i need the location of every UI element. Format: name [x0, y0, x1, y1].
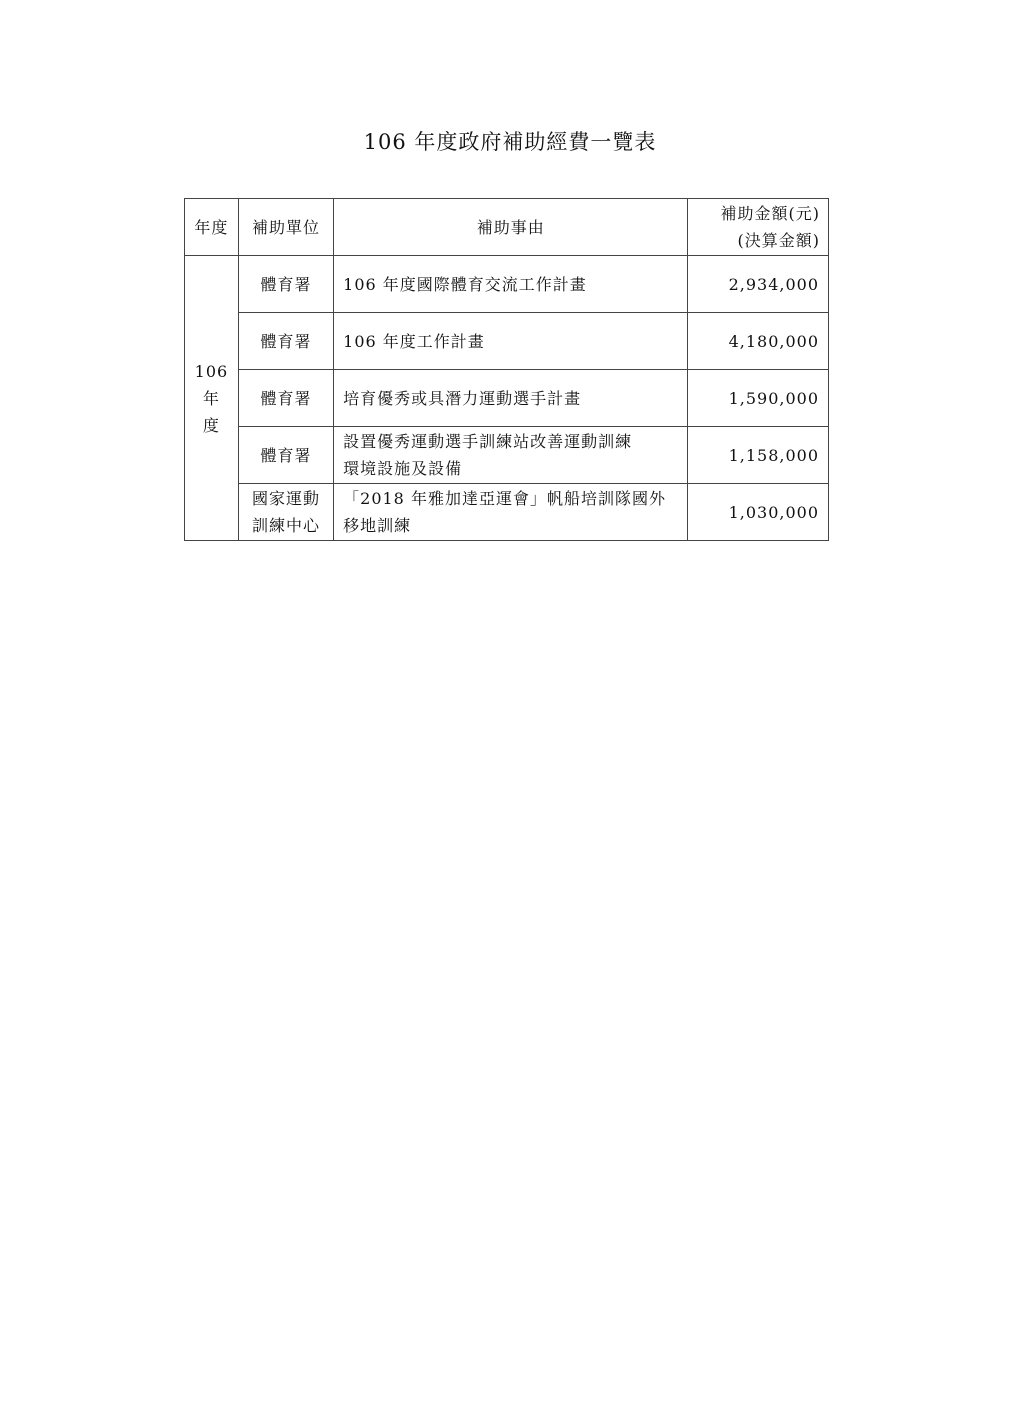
header-row: [185, 199, 829, 256]
header-amount: [688, 199, 829, 256]
unit-line: 訓練中心: [251, 516, 320, 535]
header-year: 年度: [185, 199, 239, 256]
unit-cell: 體育署: [238, 256, 333, 313]
year-cell: [185, 256, 239, 541]
unit-cell: [238, 484, 333, 541]
header-reason: 補助事由: [334, 199, 688, 256]
reason-line: 移地訓練: [343, 516, 412, 535]
reason-cell: [334, 427, 688, 484]
unit-cell: 體育署: [238, 427, 333, 484]
amount-cell: 2,934,000: [688, 256, 829, 313]
reason-cell: 106 年度工作計畫: [334, 313, 688, 370]
table-row: [185, 313, 829, 370]
unit-line: 國家運動: [251, 489, 320, 508]
unit-cell: 體育署: [238, 313, 333, 370]
amount-cell: 1,590,000: [688, 370, 829, 427]
reason-line: 環境設施及設備: [343, 459, 463, 478]
amount-cell: 1,030,000: [688, 484, 829, 541]
amount-cell: 1,158,000: [688, 427, 829, 484]
grant-table: [184, 198, 829, 541]
reason-cell: 培育優秀或具潛力運動選手計畫: [334, 370, 688, 427]
unit-cell: 體育署: [238, 370, 333, 427]
reason-line: 設置優秀運動選手訓練站改善運動訓練: [343, 432, 633, 451]
year-line: 年: [202, 388, 220, 408]
year-line: 106: [194, 361, 229, 381]
header-amount-line1: 補助金額(元): [720, 204, 820, 223]
table-row: [185, 256, 829, 313]
table-row: [185, 370, 829, 427]
page-title: 106 年度政府補助經費一覽表: [363, 130, 657, 154]
amount-cell: 4,180,000: [688, 313, 829, 370]
reason-line: 「2018 年雅加達亞運會」帆船培訓隊國外: [343, 489, 666, 508]
table-row: [185, 484, 829, 541]
reason-cell: [334, 484, 688, 541]
header-amount-line2: (決算金額): [737, 231, 820, 250]
year-line: 度: [202, 415, 220, 435]
table-row: [185, 427, 829, 484]
reason-cell: 106 年度國際體育交流工作計畫: [334, 256, 688, 313]
header-unit: 補助單位: [238, 199, 333, 256]
